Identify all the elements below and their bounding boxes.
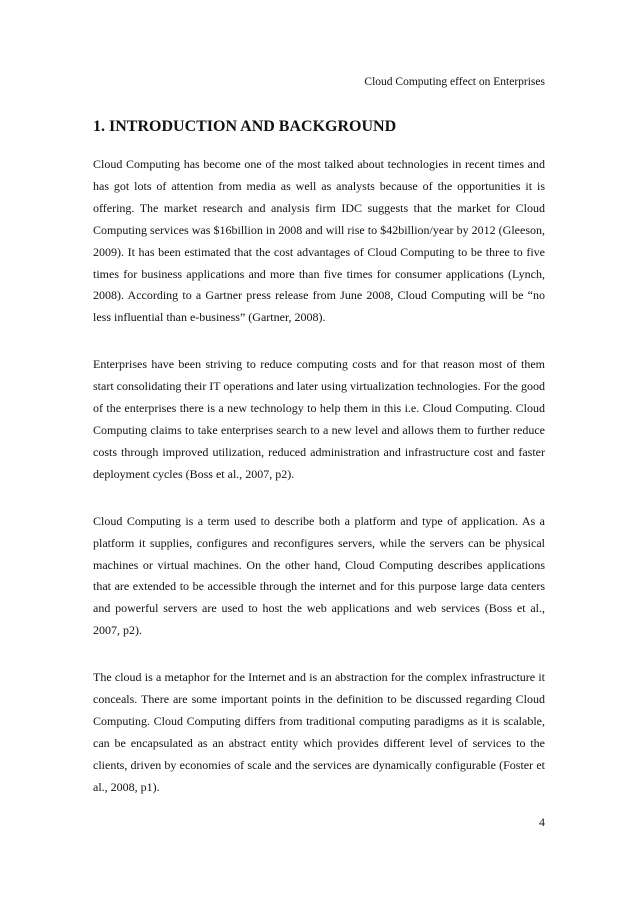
paragraph-2: Enterprises have been striving to reduce computing costs and for that reason most of them start consolidating their IT operations and later using virtualization technologies. For the good of the enterprises there is a new technology to help them in this i.e. Cloud Computing. Cloud Computing claims to take enterprises search to a new level and allows them to further reduce costs through improved utilization, reduced administration and infrastructure cost and faster deployment cycles (Boss et al., 2007, p2). xyxy=(93,357,546,481)
running-header: Cloud Computing effect on Enterprises xyxy=(364,76,545,88)
paragraph-3: Cloud Computing is a term used to describe both a platform and type of application. As a platform it supplies, configures and reconfigures servers, while the servers can be physical machines or virtual machines. On the other hand, Cloud Computing describes applications that are extended to be accessible through the internet and for this purpose large data centers and powerful servers are used to host the web applications and web services (Boss et al., 2007, p2). xyxy=(93,513,545,638)
section-heading: 1. INTRODUCTION AND BACKGROUND xyxy=(93,118,397,135)
paragraph-4: The cloud is a metaphor for the Internet and is an abstraction for the complex infrastructure it conceals. There are some important points in the definition to be discussed regarding Cloud Computing. Cloud Computing differs from traditional computing paradigms as it is scalable, can be encapsulated as an abstract entity which provides different level of services to the clients, driven by economies of scale and the services are dynamically configurable (Foster et al., 2008, p1). xyxy=(93,670,545,794)
body-text xyxy=(93,154,545,824)
page-number: 4 xyxy=(539,815,545,829)
paragraph-1: Cloud Computing has become one of the most talked about technologies in recent times and has got lots of attention from media as well as analysts because of the opportunities it is offering. The market research and analysis firm IDC suggests that the market for Cloud Computing services was $16billion in 2008 and will rise to $42billion/year by 2012 (Gleeson, 2009). It has been estimated that the cost advantages of Cloud Computing to be three to five times for business applications and more than five times for consumer applications (Lynch, 2008). According to a Gartner press release from June 2008, Cloud Computing will be “no less influential than e-business” (Gartner, 2008). xyxy=(93,157,545,325)
